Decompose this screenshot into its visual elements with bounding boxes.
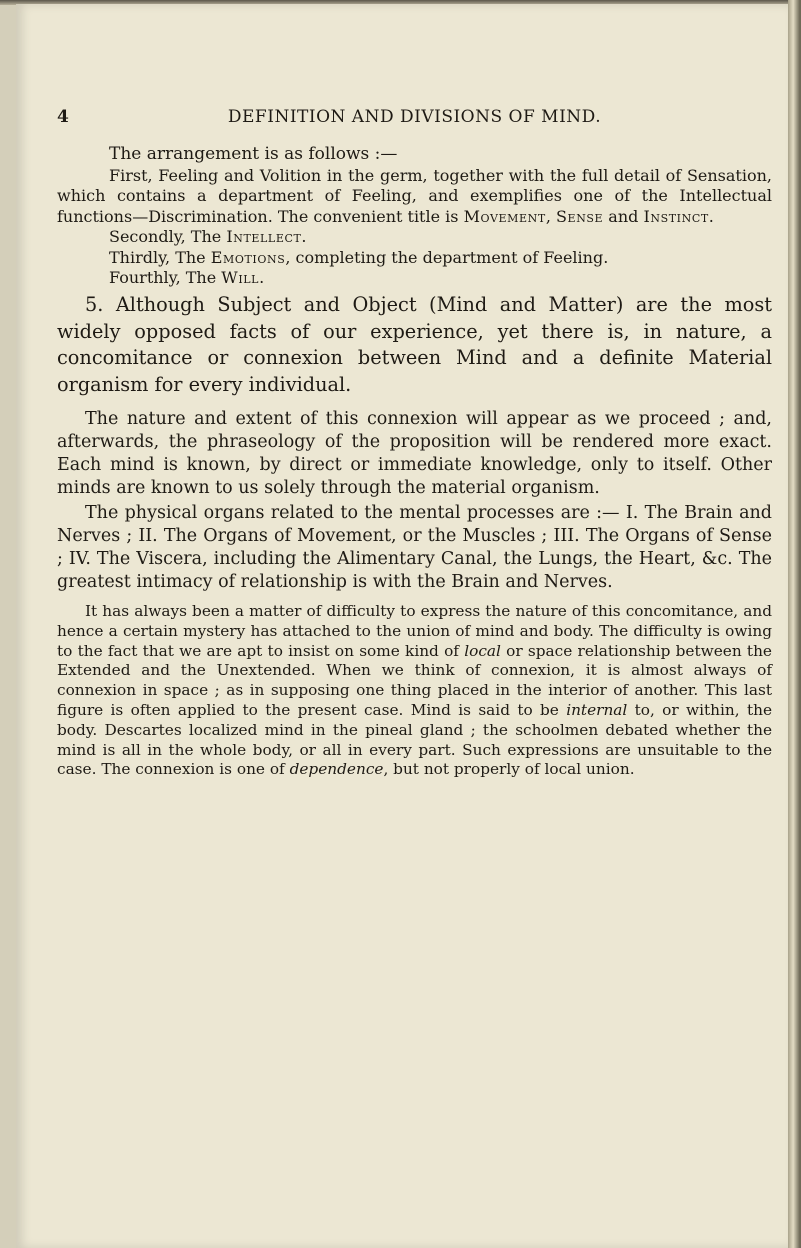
list-text: First, Feeling and Volition in the germ, together with the full detail of Sensation, which contains a department of Feeling, and exemplifies one of the Intellectual functions—Discrimination. The convenient title is: [57, 166, 772, 226]
list-text: , completing the department of Feeling.: [285, 247, 609, 267]
italic-term-internal: internal: [566, 701, 628, 720]
list-item-first: [57, 166, 772, 227]
term-will: Will: [221, 268, 260, 288]
physical-organs-paragraph: The physical organs related to the mental processes are :— I. The Brain and Nerves ; II. The Organs of Movement, or the Muscles ; III. The Organs of Sense ; IV. The Viscera, including the Alimentary Canal, the Lungs, the Heart, &c. The greatest intimacy of relationship is with the Brain and Nerves.: [57, 503, 772, 593]
para-text: , but not properly of local union.: [383, 760, 635, 779]
term-emotions: Emotions: [210, 247, 286, 267]
term-sense: Sense: [556, 206, 604, 226]
page-body: [57, 142, 772, 780]
list-item-second: [57, 227, 772, 247]
running-title: DEFINITION AND DIVISIONS OF MIND.: [227, 107, 602, 127]
list-text: .: [259, 268, 265, 288]
list-item-fourth: [57, 268, 772, 288]
para-text: to, or within, the body. Descartes localized mind in the pineal gland ; the schoolmen debated whether the mind is all in the whole body, or all in every part. Such expressions are unsuitable to the case. The connexion is one of: [57, 701, 773, 779]
list-text: .: [708, 206, 714, 226]
term-instinct: Instinct: [643, 206, 709, 226]
connexion-paragraph: The nature and extent of this connexion will appear as we proceed ; and, afterwards, the phraseology of the proposition will be rendered more exact. Each mind is known, by direct or immediate knowledge, only to itself. Other minds are known to us solely through the material organism.: [57, 409, 772, 499]
term-intellect: Intellect: [226, 227, 302, 247]
difficulty-paragraph: [57, 602, 772, 780]
list-text: Thirdly, The: [109, 247, 211, 267]
list-text: and: [603, 206, 644, 226]
list-text: Secondly, The: [109, 227, 227, 247]
list-item-third: [57, 248, 772, 268]
list-text: Fourthly, The: [109, 268, 222, 288]
page-right-edge: [788, 0, 801, 1248]
italic-term-local: local: [464, 641, 501, 660]
list-text: ,: [545, 206, 556, 226]
section-5-paragraph: 5. Although Subject and Object (Mind and Matter) are the most widely opposed facts of our experience, yet there is, in nature, a concomitance or connexion between Mind and a definite Material organism for every individual.: [57, 293, 772, 396]
para-text: or space relationship between the Extended and the Unextended. When we think of connexion, it is almost always of connexion in space ; as in supposing one thing placed in the interior of another. This last figure is often applied to the present case. Mind is said to be: [57, 641, 772, 720]
list-text: .: [301, 227, 307, 247]
para-text: It has always been a matter of difficulty to express the nature of this concomitance, and hence a certain mystery has attached to the union of mind and body. The difficulty is owing to the fact that we are apt to insist on some kind of: [57, 602, 772, 660]
page-number: 4: [57, 107, 70, 127]
intro-line: The arrangement is as follows :—: [109, 144, 398, 164]
term-movement: Movement: [463, 206, 546, 226]
italic-term-dependence: dependence: [289, 760, 384, 779]
